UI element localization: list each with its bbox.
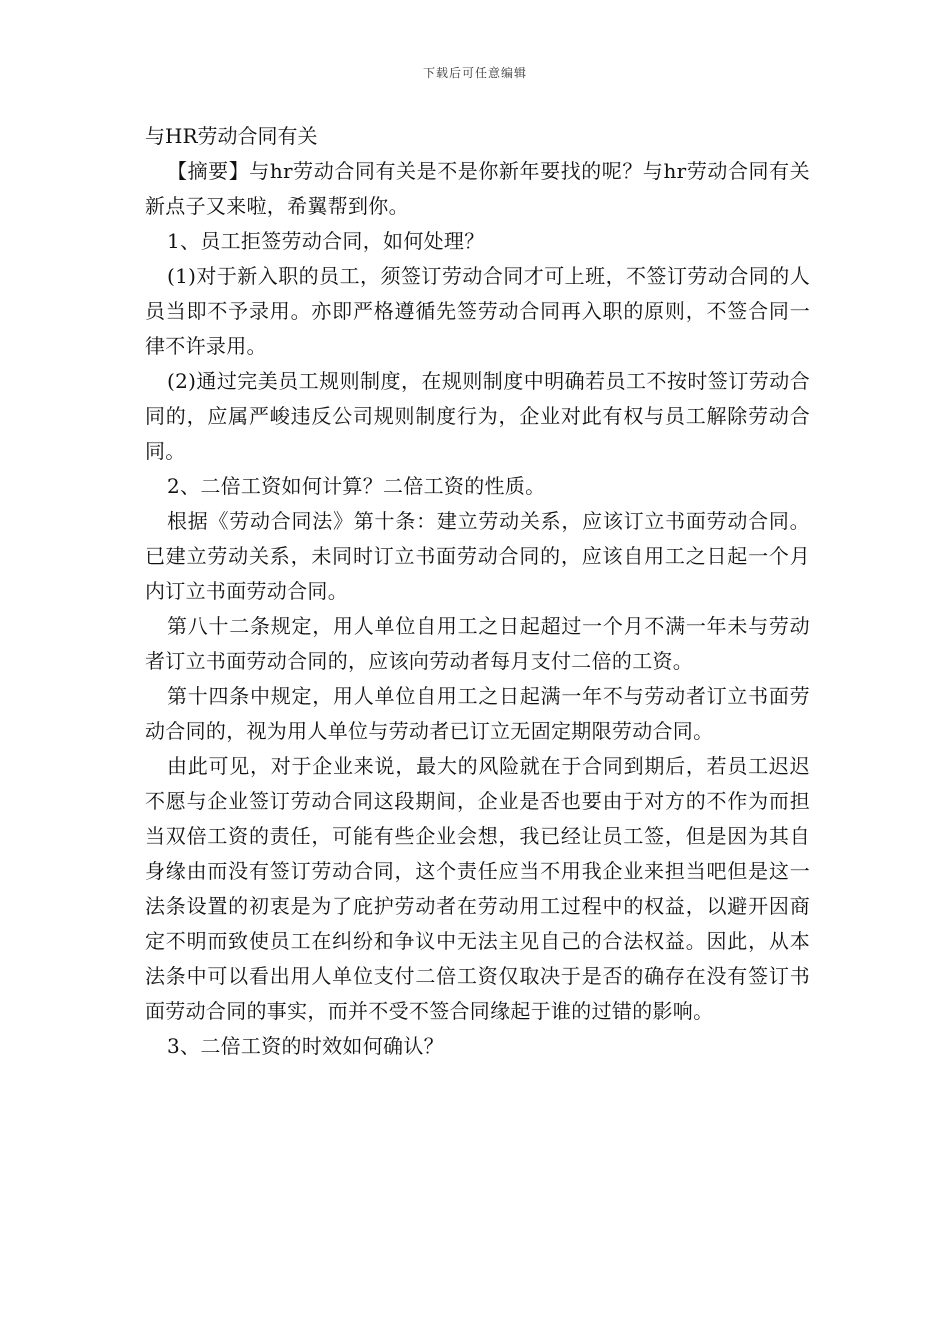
- paragraph-article-10: 根据《劳动合同法》第十条：建立劳动关系，应该订立书面劳动合同。已建立劳动关系，未同时订立书面劳动合同的，应该自用工之日起一个月内订立书面劳动合同。: [145, 509, 810, 603]
- section-heading-1: 1、员工拒签劳动合同，如何处理？: [167, 229, 485, 253]
- paragraph-article-14: 第十四条中规定，用人单位自用工之日起满一年不与劳动者订立书面劳动合同的，视为用人单位与劳动者已订立无固定期限劳动合同。: [145, 684, 810, 743]
- section-heading-3: 3、二倍工资的时效如何确认？: [167, 1034, 444, 1058]
- paragraph-abstract: 【摘要】与hr劳动合同有关是不是你新年要找的呢？与hr劳动合同有关新点子又来啦，希翼帮到你。: [145, 159, 810, 218]
- paragraph-1-2: (2)通过完美员工规则制度，在规则制度中明确若员工不按时签订劳动合同的，应属严峻违反公司规则制度行为，企业对此有权与员工解除劳动合同。: [145, 369, 810, 463]
- page-header-note: 下载后可任意编辑: [422, 66, 527, 80]
- document-title: 与HR劳动合同有关: [145, 124, 318, 148]
- paragraph-1-1: (1)对于新入职的员工，须签订劳动合同才可上班，不签订劳动合同的人员当即不予录用。亦即严格遵循先签劳动合同再入职的原则，不签合同一律不许录用。: [145, 264, 810, 358]
- paragraph-analysis: 由此可见，对于企业来说，最大的风险就在于合同到期后，若员工迟迟不愿与企业签订劳动合同这段期间，企业是否也要由于对方的不作为而担当双倍工资的责任，可能有些企业会想，我已经让员工签，但是因为其自身缘由而没有签订劳动合同，这个责任应当不用我企业来担当吧但是这一法条设置的初衷是为了庇护劳动者在劳动用工过程中的权益，以避开因商定不明而致使员工在纠纷和争议中无法主见自己的合法权益。因此，从本法条中可以看出用人单位支付二倍工资仅取决于是否的确存在没有签订书面劳动合同的事实，而并不受不签合同缘起于谁的过错的影响。: [145, 754, 810, 1023]
- section-heading-2: 2、二倍工资如何计算？二倍工资的性质。: [167, 474, 546, 498]
- document-body: [145, 118, 810, 1064]
- paragraph-article-82: 第八十二条规定，用人单位自用工之日起超过一个月不满一年未与劳动者订立书面劳动合同的，应该向劳动者每月支付二倍的工资。: [145, 614, 810, 673]
